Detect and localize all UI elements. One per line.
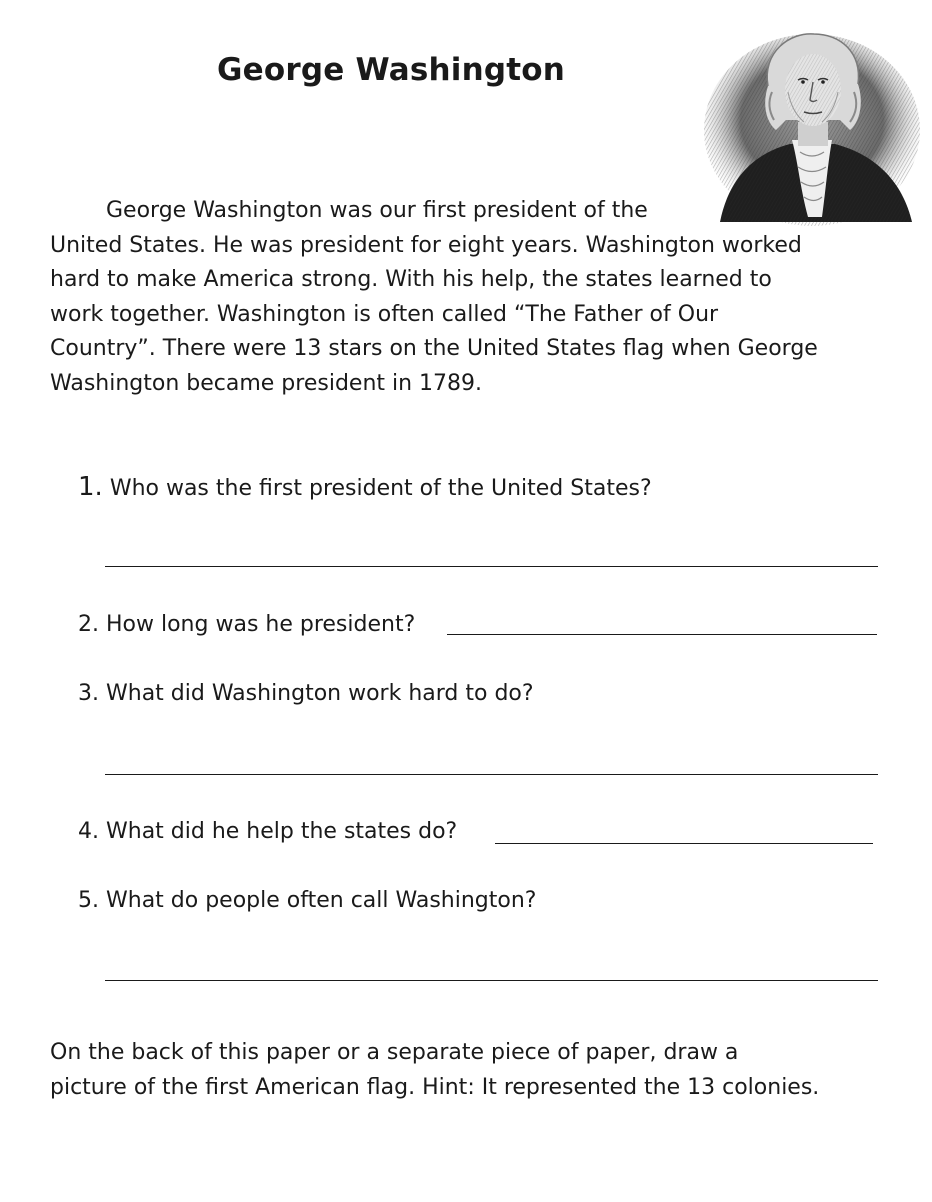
answer-line-3[interactable]: [105, 774, 878, 775]
instruction-line: picture of the first American flag. Hint: It represented the 13 colonies.: [50, 1074, 820, 1100]
question-text: What did he help the states do?: [106, 819, 458, 844]
passage-line: United States. He was president for eight years. Washington worked: [50, 232, 802, 258]
instruction-line: On the back of this paper or a separate piece of paper, draw a: [50, 1040, 739, 1065]
answer-line-5[interactable]: [105, 980, 878, 981]
question-text: What do people often call Washington?: [106, 888, 537, 913]
page-title: George Washington: [217, 52, 566, 88]
answer-line-2[interactable]: [447, 634, 877, 635]
passage-line: hard to make America strong. With his help, the states learned to: [50, 267, 772, 293]
answer-line-1[interactable]: [105, 566, 878, 567]
question-text: What did Washington work hard to do?: [106, 681, 534, 706]
question-number: 2.: [78, 612, 99, 637]
passage-line: work together. Washington is often called “The Father of Our: [50, 301, 719, 327]
answer-line-4[interactable]: [495, 843, 873, 844]
passage-line: Washington became president in 1789.: [50, 370, 483, 396]
passage-line: George Washington was our first president of the: [106, 198, 648, 223]
question-5: [78, 888, 536, 913]
passage-line: Country”. There were 13 stars on the United States flag when George: [50, 336, 818, 362]
question-number: 5.: [78, 888, 99, 913]
question-2: [78, 612, 415, 637]
question-text: Who was the first president of the United States?: [109, 476, 652, 501]
question-number: 4.: [78, 819, 99, 844]
question-1: [78, 472, 652, 502]
reading-passage: [50, 194, 880, 402]
question-number: 1.: [78, 472, 103, 502]
question-number: 3.: [78, 681, 99, 706]
question-4: [78, 819, 457, 844]
question-3: [78, 681, 534, 706]
question-text: How long was he president?: [106, 612, 416, 637]
drawing-instructions: [50, 1036, 900, 1105]
